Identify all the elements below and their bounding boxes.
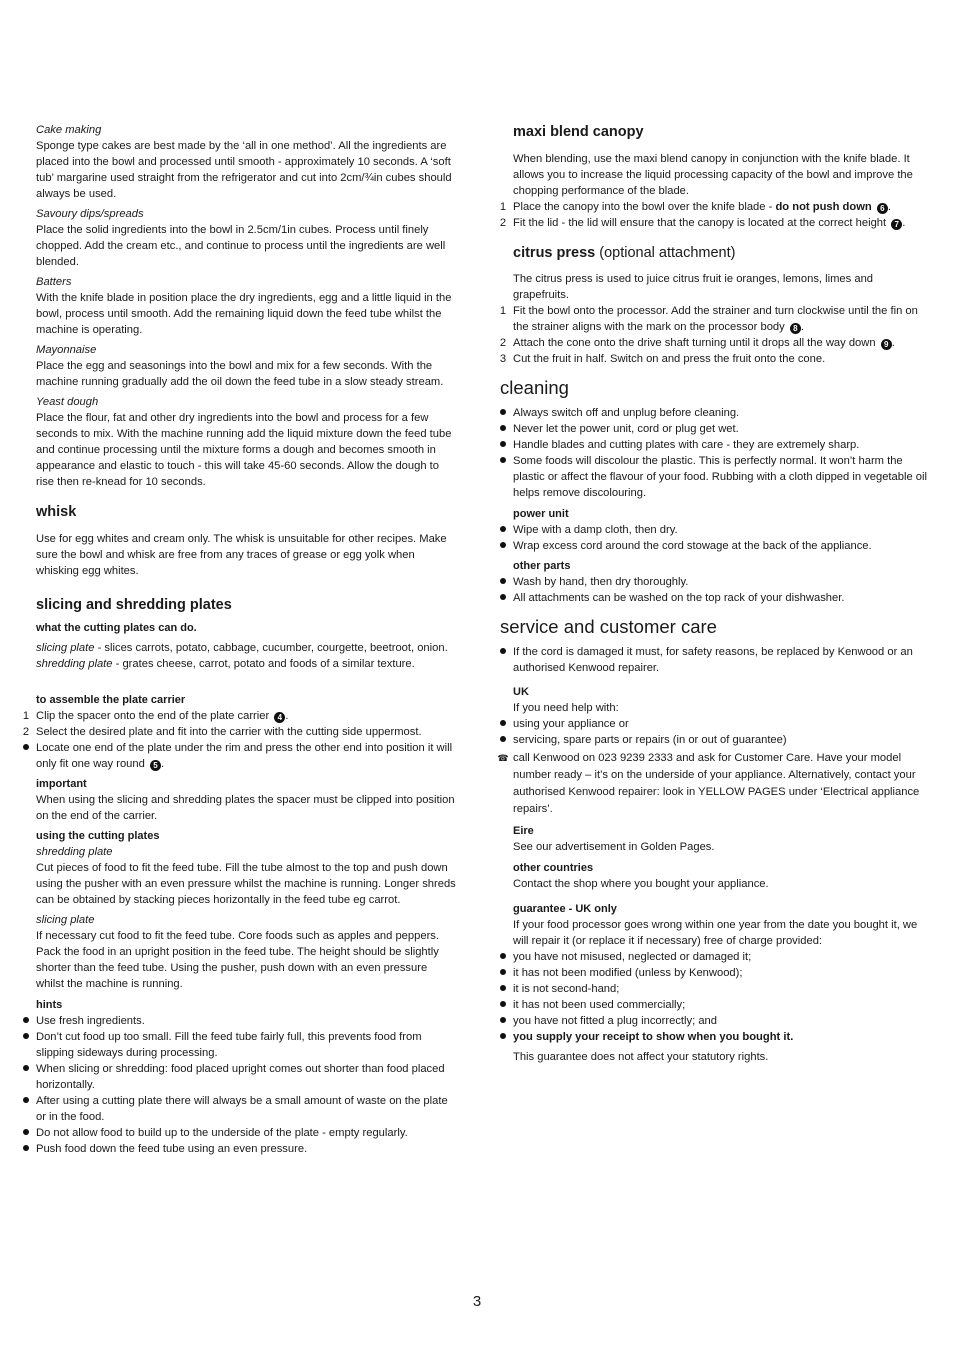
citrus-step-2: 2 Attach the cone onto the drive shaft turning until it drops all the way down 9 . [513, 335, 928, 351]
guarantee-heading: guarantee - UK only [513, 903, 617, 915]
slicing-plate-label: slicing plate [36, 642, 95, 654]
uk-item: servicing, spare parts or repairs (in or out of guarantee) [513, 732, 928, 748]
slicing-plate-text: - slices carrots, potato, cabbage, cucumber, courgette, beetroot, onion. [94, 642, 448, 654]
slicing-body: If necessary cut food to fit the feed tube. Core foods such as apples and peppers. Pack the food in an upright position in the feed tube. The height should be slightly shorter than the feed tube. Using the pusher, push down with an even pressure whilst the machine is running. [36, 930, 440, 990]
power-unit-item: Wipe with a damp cloth, then dry. [513, 522, 928, 538]
dips-title: Savoury dips/spreads [36, 208, 144, 220]
step-number: 2 [499, 337, 507, 349]
mayonnaise-title: Mayonnaise [36, 344, 97, 356]
guarantee-item: it has not been used commercially; [513, 997, 928, 1013]
maxi-step-1: 1 Place the canopy into the bowl over the knife blade - do not push down 6 . [513, 199, 928, 215]
bullet-icon [497, 716, 509, 732]
step-number: 1 [22, 710, 30, 722]
bullet-icon [497, 644, 509, 660]
cake-making-body: Sponge type cakes are best made by the ‘all in one method’. All the ingredients are placed into the bowl and processed until smooth - approximately 10 seconds. A ‘soft tub’ margarine used straight from the refrigerator and cut into 2cm/¾in cubes should always be used. [36, 140, 452, 200]
bullet-icon [497, 574, 509, 590]
maxi-blend-heading: maxi blend canopy [513, 124, 644, 140]
uk-intro: If you need help with: [513, 702, 619, 714]
guarantee-item: you have not misused, neglected or damaged it; [513, 949, 928, 965]
bullet-icon [497, 1013, 509, 1029]
guarantee-receipt-item: you supply your receipt to show when you bought it. [513, 1029, 928, 1045]
step-text: Clip the spacer onto the end of the plate carrier [36, 710, 270, 722]
guarantee-item: it is not second-hand; [513, 981, 928, 997]
bullet-icon [497, 538, 509, 554]
slicing-plate-desc [36, 640, 456, 656]
shredding-plate-text: - grates cheese, carrot, potato and foods of a similar texture. [112, 658, 415, 670]
eire-heading: Eire [513, 825, 534, 837]
bullet-icon [497, 732, 509, 748]
shredding-sub: shredding plate [36, 846, 113, 858]
using-heading: using the cutting plates [36, 830, 160, 842]
bullet-icon [20, 1125, 32, 1141]
figure-ref-icon: 4 [274, 712, 285, 723]
yeast-dough-body: Place the flour, fat and other dry ingredients into the bowl and process for a few seconds to mix. With the machine running add the liquid mixture down the feed tube and continue processing until the mixture forms a dough and becomes smooth in appearance and elastic to touch - this will take 45-60 seconds. Allow the dough to rise then re-knead for 10 seconds. [36, 412, 452, 488]
warning-text: do not push down [775, 201, 872, 213]
mayonnaise-body: Place the egg and seasonings into the bowl and mix for a few seconds. With the machine running gradually add the oil down the feed tube in a slow steady stream. [36, 360, 444, 388]
cleaning-item: Some foods will discolour the plastic. This is perfectly normal. It won’t harm the plastic or affect the flavour of your food. Rubbing with a cloth dipped in vegetable oil helps remove discolouring. [513, 453, 928, 501]
hint-item: When slicing or shredding: food placed upright comes out shorter than food placed horizontally. [36, 1061, 456, 1093]
other-parts-heading: other parts [513, 560, 571, 572]
telephone-icon: ☎ [497, 753, 509, 763]
bullet-icon [497, 965, 509, 981]
whisk-body: Use for egg whites and cream only. The whisk is unsuitable for other recipes. Make sure the bowl and whisk are free from any traces of grease or egg yolk when whisking egg whites. [36, 533, 447, 577]
important-body: When using the slicing and shredding plates the spacer must be clipped into position on the end of the carrier. [36, 794, 455, 822]
hint-item: Do not allow food to build up to the underside of the plate - empty regularly. [36, 1125, 456, 1141]
step-text: Locate one end of the plate under the rim and press the other end into position it will only fit one way round [36, 742, 453, 770]
step-text: Select the desired plate and fit into the carrier with the cutting side uppermost. [36, 726, 422, 738]
figure-ref-icon: 8 [790, 323, 801, 334]
shredding-body: Cut pieces of food to fit the feed tube. Fill the tube almost to the top and push down using the pusher with an even pressure whilst the machine is running. Longer shreds can be obtained by stacking pieces horizontally in the feed tube eg carrot. [36, 862, 456, 906]
bullet-icon [497, 590, 509, 606]
bullet-icon [20, 1029, 32, 1045]
bullet-icon [497, 405, 509, 421]
guarantee-item: it has not been modified (unless by Kenwood); [513, 965, 928, 981]
other-parts-item: All attachments can be washed on the top rack of your dishwasher. [513, 590, 928, 606]
hint-item: Push food down the feed tube using an even pressure. [36, 1141, 456, 1157]
bullet-icon [20, 1061, 32, 1077]
step-number: 2 [22, 726, 30, 738]
figure-ref-icon: 9 [881, 339, 892, 350]
bullet-icon [497, 981, 509, 997]
shredding-plate-label: shredding plate [36, 658, 113, 670]
assemble-step-2 [22, 724, 456, 740]
page-number: 3 [472, 1293, 482, 1310]
figure-ref-icon: 5 [150, 760, 161, 771]
hint-item: Use fresh ingredients. [36, 1013, 456, 1029]
uk-call-item: ☎ call Kenwood on 023 9239 2333 and ask for Customer Care. Have your model number ready – it’s on the underside of your appliance. Alternatively, contact your authorised Kenwood repairer: look in YELLOW PAGES under ‘Electrical appliance repairs’. [497, 752, 920, 815]
yeast-dough-title: Yeast dough [36, 396, 99, 408]
bullet-icon [20, 1093, 32, 1109]
uk-item: using your appliance or [513, 716, 928, 732]
cleaning-item: Never let the power unit, cord or plug get wet. [513, 421, 928, 437]
bullet-icon [20, 1013, 32, 1029]
other-countries-body: Contact the shop where you bought your appliance. [513, 878, 769, 890]
step-number: 2 [499, 217, 507, 229]
cleaning-item: Always switch off and unplug before cleaning. [513, 405, 928, 421]
bullet-icon [20, 740, 32, 756]
important-heading: important [36, 778, 87, 790]
bullet-icon [497, 997, 509, 1013]
other-parts-item: Wash by hand, then dry thoroughly. [513, 574, 928, 590]
what-cutting-plates-heading: what the cutting plates can do. [36, 622, 197, 634]
hint-item: After using a cutting plate there will always be a small amount of waste on the plate or in the food. [36, 1093, 456, 1125]
step-number: 1 [499, 201, 507, 213]
citrus-body: The citrus press is used to juice citrus fruit ie oranges, lemons, limes and grapefruits. [513, 273, 874, 301]
other-countries-heading: other countries [513, 862, 594, 874]
power-unit-heading: power unit [513, 508, 569, 520]
whisk-heading: whisk [36, 504, 77, 520]
step-number: 3 [499, 353, 507, 365]
citrus-press-heading: citrus press (optional attachment) [513, 245, 736, 261]
hints-heading: hints [36, 999, 63, 1011]
slicing-heading: slicing and shredding plates [36, 597, 232, 613]
citrus-step-1: 1 Fit the bowl onto the processor. Add the strainer and turn clockwise until the fin on the strainer aligns with the mark on the processor body 8 . [513, 303, 928, 335]
power-unit-item: Wrap excess cord around the cord stowage at the back of the appliance. [513, 538, 928, 554]
hint-item: Don’t cut food up too small. Fill the feed tube fairly full, this prevents food from slipping sideways during processing. [36, 1029, 456, 1061]
citrus-press-suffix: (optional attachment) [595, 245, 736, 261]
step-number: 1 [499, 305, 507, 317]
batters-title: Batters [36, 276, 72, 288]
shredding-plate-desc [36, 656, 456, 672]
cleaning-item: Handle blades and cutting plates with care - they are extremely sharp. [513, 437, 928, 453]
bullet-icon [20, 1141, 32, 1157]
bullet-icon [497, 522, 509, 538]
bullet-icon [497, 949, 509, 965]
cake-making-title: Cake making [36, 124, 102, 136]
maxi-blend-body: When blending, use the maxi blend canopy in conjunction with the knife blade. It allows you to increase the liquid processing capacity of the bowl and improve the chopping performance of the blade. [513, 153, 913, 197]
figure-ref-icon: 7 [891, 219, 902, 230]
statutory-note: This guarantee does not affect your statutory rights. [513, 1051, 769, 1063]
cleaning-heading: cleaning [500, 377, 569, 398]
service-cord-item: If the cord is damaged it must, for safety reasons, be replaced by Kenwood or an authorised Kenwood repairer. [513, 644, 928, 676]
left-column [22, 118, 456, 1157]
assemble-heading: to assemble the plate carrier [36, 694, 186, 706]
assemble-step-3: Locate one end of the plate under the rim and press the other end into position it will only fit one way round 5 . [36, 740, 456, 772]
bullet-icon [497, 421, 509, 437]
guarantee-item: you have not fitted a plug incorrectly; and [513, 1013, 928, 1029]
cleaning-list [513, 405, 928, 501]
slicing-sub: slicing plate [36, 914, 95, 926]
right-column [497, 118, 928, 1065]
maxi-step-2: 2 Fit the lid - the lid will ensure that the canopy is located at the correct height 7 . [513, 215, 928, 231]
assemble-step-1: 1 Clip the spacer onto the end of the plate carrier 4 . [36, 708, 456, 724]
bullet-icon [497, 1029, 509, 1045]
dips-body: Place the solid ingredients into the bowl in 2.5cm/1in cubes. Process until finely chopped. Add the cream etc., and continue to process until the ingredients are well blended. [36, 224, 446, 268]
service-heading: service and customer care [500, 616, 717, 637]
figure-ref-icon: 6 [877, 203, 888, 214]
eire-body: See our advertisement in Golden Pages. [513, 841, 715, 853]
batters-body: With the knife blade in position place the dry ingredients, egg and a little liquid in the bowl, process until smooth. Add the remaining liquid down the feed tube whilst the machine is operating. [36, 292, 452, 336]
citrus-step-3: 3 Cut the fruit in half. Switch on and press the fruit onto the cone. [513, 351, 928, 367]
bullet-icon [497, 453, 509, 469]
uk-heading: UK [513, 686, 529, 698]
guarantee-body: If your food processor goes wrong within one year from the date you bought it, we will repair it (or replace it if necessary) free of charge provided: [513, 919, 918, 947]
bullet-icon [497, 437, 509, 453]
